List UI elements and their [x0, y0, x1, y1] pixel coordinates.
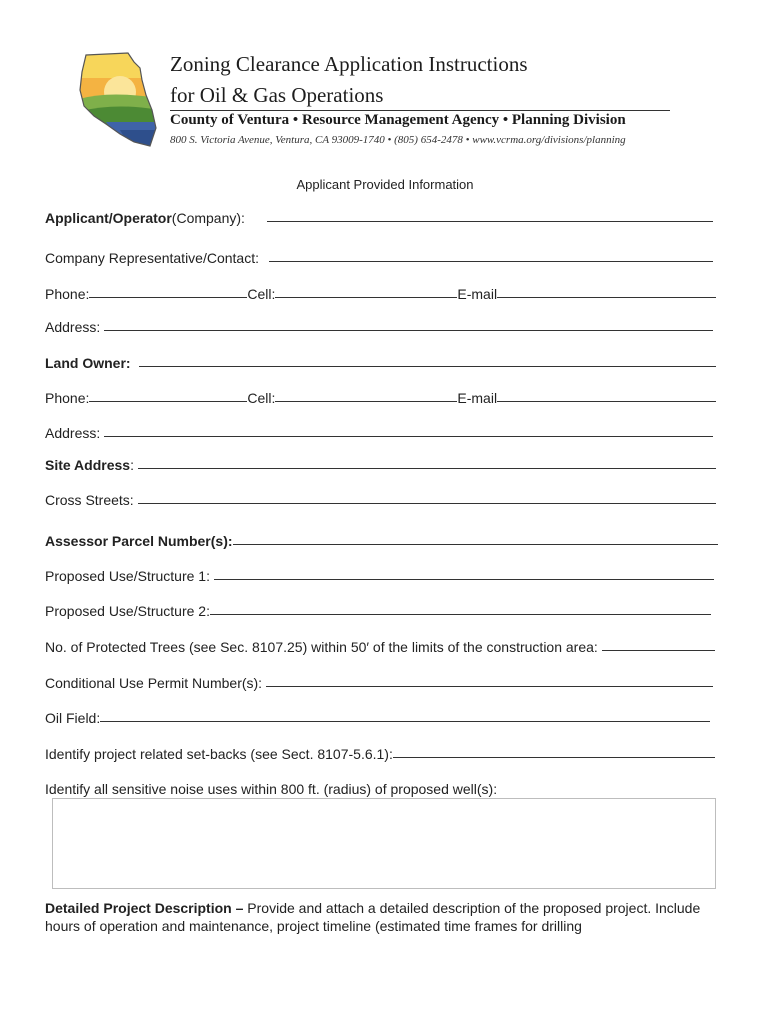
agency-name: County of Ventura • Resource Management Agency • Planning Division — [170, 112, 626, 128]
applicant-address-row — [45, 315, 713, 335]
applicant-label: Applicant/Operator — [45, 210, 172, 226]
noise-uses-textarea[interactable] — [52, 798, 716, 889]
applicant-row — [45, 206, 713, 226]
use1-row — [45, 564, 714, 584]
site-address-label: Site Address — [45, 457, 131, 473]
applicant-field[interactable] — [267, 221, 713, 222]
owner-address-label: Address: — [45, 425, 101, 441]
cell-field[interactable] — [275, 297, 457, 298]
oil-field-row — [45, 706, 710, 726]
applicant-contact-row — [45, 282, 716, 302]
cross-streets-field[interactable] — [138, 503, 716, 504]
owner-phone-label: Phone: — [45, 390, 90, 406]
address-label: Address: — [45, 319, 101, 335]
applicant-label-suffix: (Company): — [171, 210, 245, 226]
header-divider — [170, 110, 670, 111]
owner-cell-label: Cell: — [247, 390, 276, 406]
oil-field-label: Oil Field: — [45, 710, 101, 726]
owner-contact-row — [45, 386, 716, 406]
email-field[interactable] — [497, 297, 716, 298]
site-address-row — [45, 453, 716, 473]
address-field[interactable] — [104, 330, 713, 331]
trees-row — [45, 635, 715, 655]
owner-address-row — [45, 421, 713, 441]
site-address-colon: : — [130, 457, 134, 473]
noise-label: Identify all sensitive noise uses within 800 ft. (radius) of proposed well(s): — [45, 781, 498, 797]
section-heading: Applicant Provided Information — [296, 177, 474, 192]
cross-streets-row — [45, 488, 716, 508]
agency-address: 800 S. Victoria Avenue, Ventura, CA 93009-1740 • (805) 654-2478 • www.vcrma.org/divisions/planning — [170, 134, 626, 146]
use1-label: Proposed Use/Structure 1: — [45, 568, 210, 584]
owner-cell-field[interactable] — [275, 401, 457, 402]
setbacks-row — [45, 742, 715, 762]
use2-row — [45, 599, 711, 619]
setbacks-label: Identify project related set-backs (see Sect. 8107-5.6.1): — [45, 746, 393, 762]
rep-field[interactable] — [269, 261, 713, 262]
use2-label: Proposed Use/Structure 2: — [45, 603, 210, 619]
rep-row — [45, 246, 713, 266]
use2-field[interactable] — [210, 614, 711, 615]
description-heading: Detailed Project Description – — [45, 900, 244, 916]
project-description-paragraph — [45, 899, 720, 935]
description-text: Provide and attach a detailed description of the proposed project. Include hours of operation and maintenance, project timeline (estimated time frames for drilling — [45, 900, 701, 934]
trees-label: No. of Protected Trees (see Sec. 8107.25) within 50′ of the limits of the construction area: — [45, 639, 598, 655]
apn-row — [45, 529, 718, 549]
cup-row — [45, 671, 713, 691]
rep-label: Company Representative/Contact: — [45, 250, 259, 266]
page-subtitle: for Oil & Gas Operations — [170, 83, 384, 107]
land-owner-label: Land Owner: — [45, 355, 131, 371]
apn-label: Assessor Parcel Number(s): — [45, 533, 233, 549]
noise-row — [45, 777, 715, 797]
page-title: Zoning Clearance Application Instructions — [170, 52, 528, 76]
owner-address-field[interactable] — [104, 436, 713, 437]
oil-field-input[interactable] — [100, 721, 710, 722]
county-map-logo-icon — [76, 50, 158, 150]
owner-phone-field[interactable] — [89, 401, 247, 402]
setbacks-field[interactable] — [393, 757, 715, 758]
owner-email-label: E-mail — [457, 390, 498, 406]
land-owner-field[interactable] — [139, 366, 716, 367]
land-owner-row — [45, 351, 716, 371]
cup-field[interactable] — [266, 686, 713, 687]
apn-field[interactable] — [233, 544, 718, 545]
owner-email-field[interactable] — [497, 401, 716, 402]
trees-field[interactable] — [602, 650, 715, 651]
cup-label: Conditional Use Permit Number(s): — [45, 675, 263, 691]
site-address-field[interactable] — [138, 468, 716, 469]
cell-label: Cell: — [247, 286, 276, 302]
phone-label: Phone: — [45, 286, 90, 302]
cross-streets-label: Cross Streets: — [45, 492, 134, 508]
phone-field[interactable] — [89, 297, 247, 298]
email-label: E-mail — [457, 286, 498, 302]
use1-field[interactable] — [214, 579, 714, 580]
